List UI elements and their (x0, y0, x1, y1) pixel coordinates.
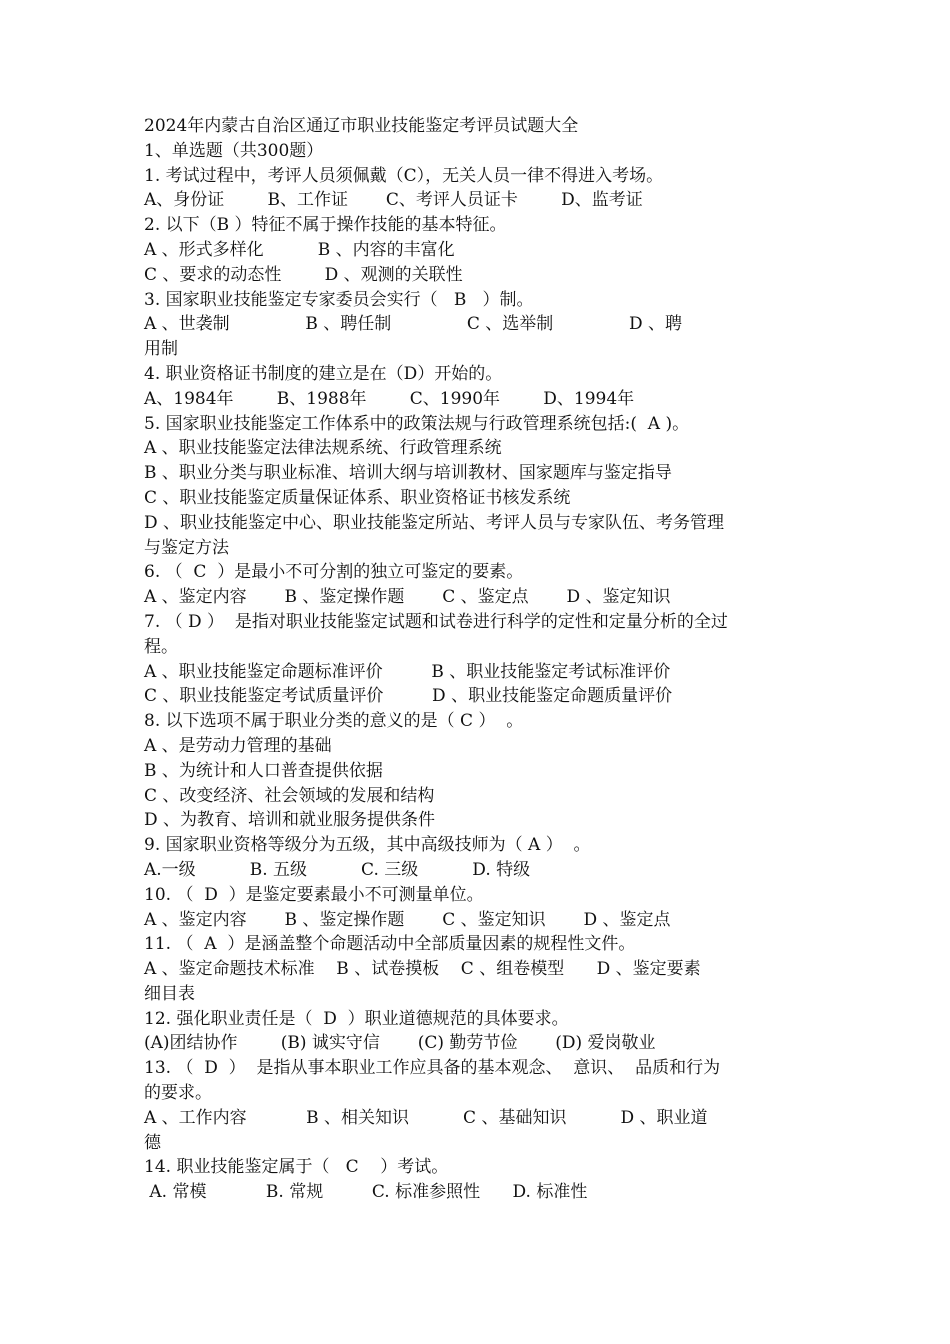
text-line: 7. （ D ） 是指对职业技能鉴定试题和试卷进行科学的定性和定量分析的全过 (144, 611, 728, 632)
text-line: 用制 (144, 339, 178, 360)
text-line: 5. 国家职业技能鉴定工作体系中的政策法规与行政管理系统包括:( A )。 (144, 413, 690, 434)
text-line: B 、为统计和人口普查提供依据 (144, 760, 383, 781)
text-line: 14. 职业技能鉴定属于（ C ）考试。 (144, 1157, 449, 1178)
text-line: A 、是劳动力管理的基础 (144, 735, 332, 756)
text-line: 13. （ D ） 是指从事本职业工作应具备的基本观念、 意识、 品质和行为 (144, 1058, 721, 1079)
text-line: A 、形式多样化 B 、内容的丰富化 (144, 239, 455, 260)
text-line: 4. 职业资格证书制度的建立是在（D）开始的。 (144, 363, 503, 384)
text-line: D 、为教育、培训和就业服务提供条件 (144, 810, 436, 831)
text-line: B 、职业分类与职业标准、培训大纲与培训教材、国家题库与鉴定指导 (144, 463, 672, 484)
text-line: A. 常模 B. 常规 C. 标准参照性 D. 标准性 (144, 1182, 588, 1203)
document-body (144, 114, 810, 1205)
text-line: A、1984年 B、1988年 C、1990年 D、1994年 (144, 388, 635, 409)
text-line: 的要求。 (144, 1083, 212, 1104)
text-line: A 、职业技能鉴定法律法规系统、行政管理系统 (144, 438, 502, 459)
text-line: C 、要求的动态性 D 、观测的关联性 (144, 264, 463, 285)
text-line: A 、鉴定内容 B 、鉴定操作题 C 、鉴定点 D 、鉴定知识 (144, 587, 671, 608)
text-line: A 、职业技能鉴定命题标准评价 B 、职业技能鉴定考试标准评价 (144, 661, 671, 682)
text-line: 11. （ A ）是涵盖整个命题活动中全部质量因素的规程性文件。 (144, 934, 636, 955)
text-line: A 、鉴定命题技术标准 B 、试卷摸板 C 、组卷模型 D 、鉴定要素 (144, 959, 701, 980)
text-line: D 、职业技能鉴定中心、职业技能鉴定所站、考评人员与专家队伍、考务管理 (144, 512, 725, 533)
text-line: 德 (144, 1132, 161, 1153)
text-line: (A)团结协作 (B) 诚实守信 (C) 勤劳节俭 (D) 爱岗敬业 (144, 1033, 656, 1054)
text-line: 2. 以下（B ）特征不属于操作技能的基本特征。 (144, 215, 507, 236)
text-line: C 、职业技能鉴定质量保证体系、职业资格证书核发系统 (144, 487, 571, 508)
text-line: C 、职业技能鉴定考试质量评价 D 、职业技能鉴定命题质量评价 (144, 686, 673, 707)
text-line: C 、改变经济、社会领域的发展和结构 (144, 785, 435, 806)
text-line: A 、鉴定内容 B 、鉴定操作题 C 、鉴定知识 D 、鉴定点 (144, 909, 671, 930)
text-line: 6. （ C ）是最小不可分割的独立可鉴定的要素。 (144, 562, 524, 583)
text-line: 3. 国家职业技能鉴定专家委员会实行（ B ）制。 (144, 289, 534, 310)
text-line: 8. 以下选项不属于职业分类的意义的是（ C ） 。 (144, 711, 524, 732)
text-line: 10. （ D ）是鉴定要素最小不可测量单位。 (144, 884, 484, 905)
text-line: A.一级 B. 五级 C. 三级 D. 特级 (144, 859, 531, 880)
text-line: 细目表 (144, 983, 195, 1004)
text-line: 程。 (144, 636, 178, 657)
text-line: 1、单选题（共300题） (144, 140, 324, 161)
text-line: A 、工作内容 B 、相关知识 C 、基础知识 D 、职业道 (144, 1107, 708, 1128)
text-line: 12. 强化职业责任是（ D ）职业道德规范的具体要求。 (144, 1008, 569, 1029)
text-line: 与鉴定方法 (144, 537, 229, 558)
document-title: 2024年内蒙古自治区通辽市职业技能鉴定考评员试题大全 (144, 116, 579, 136)
text-line: A、身份证 B、工作证 C、考评人员证卡 D、监考证 (144, 190, 643, 211)
text-line: A 、世袭制 B 、聘任制 C 、选举制 D 、聘 (144, 314, 682, 335)
text-line: 1. 考试过程中，考评人员须佩戴（C），无关人员一律不得进入考场。 (144, 165, 664, 186)
text-line: 9. 国家职业资格等级分为五级，其中高级技师为（ A ） 。 (144, 835, 591, 856)
